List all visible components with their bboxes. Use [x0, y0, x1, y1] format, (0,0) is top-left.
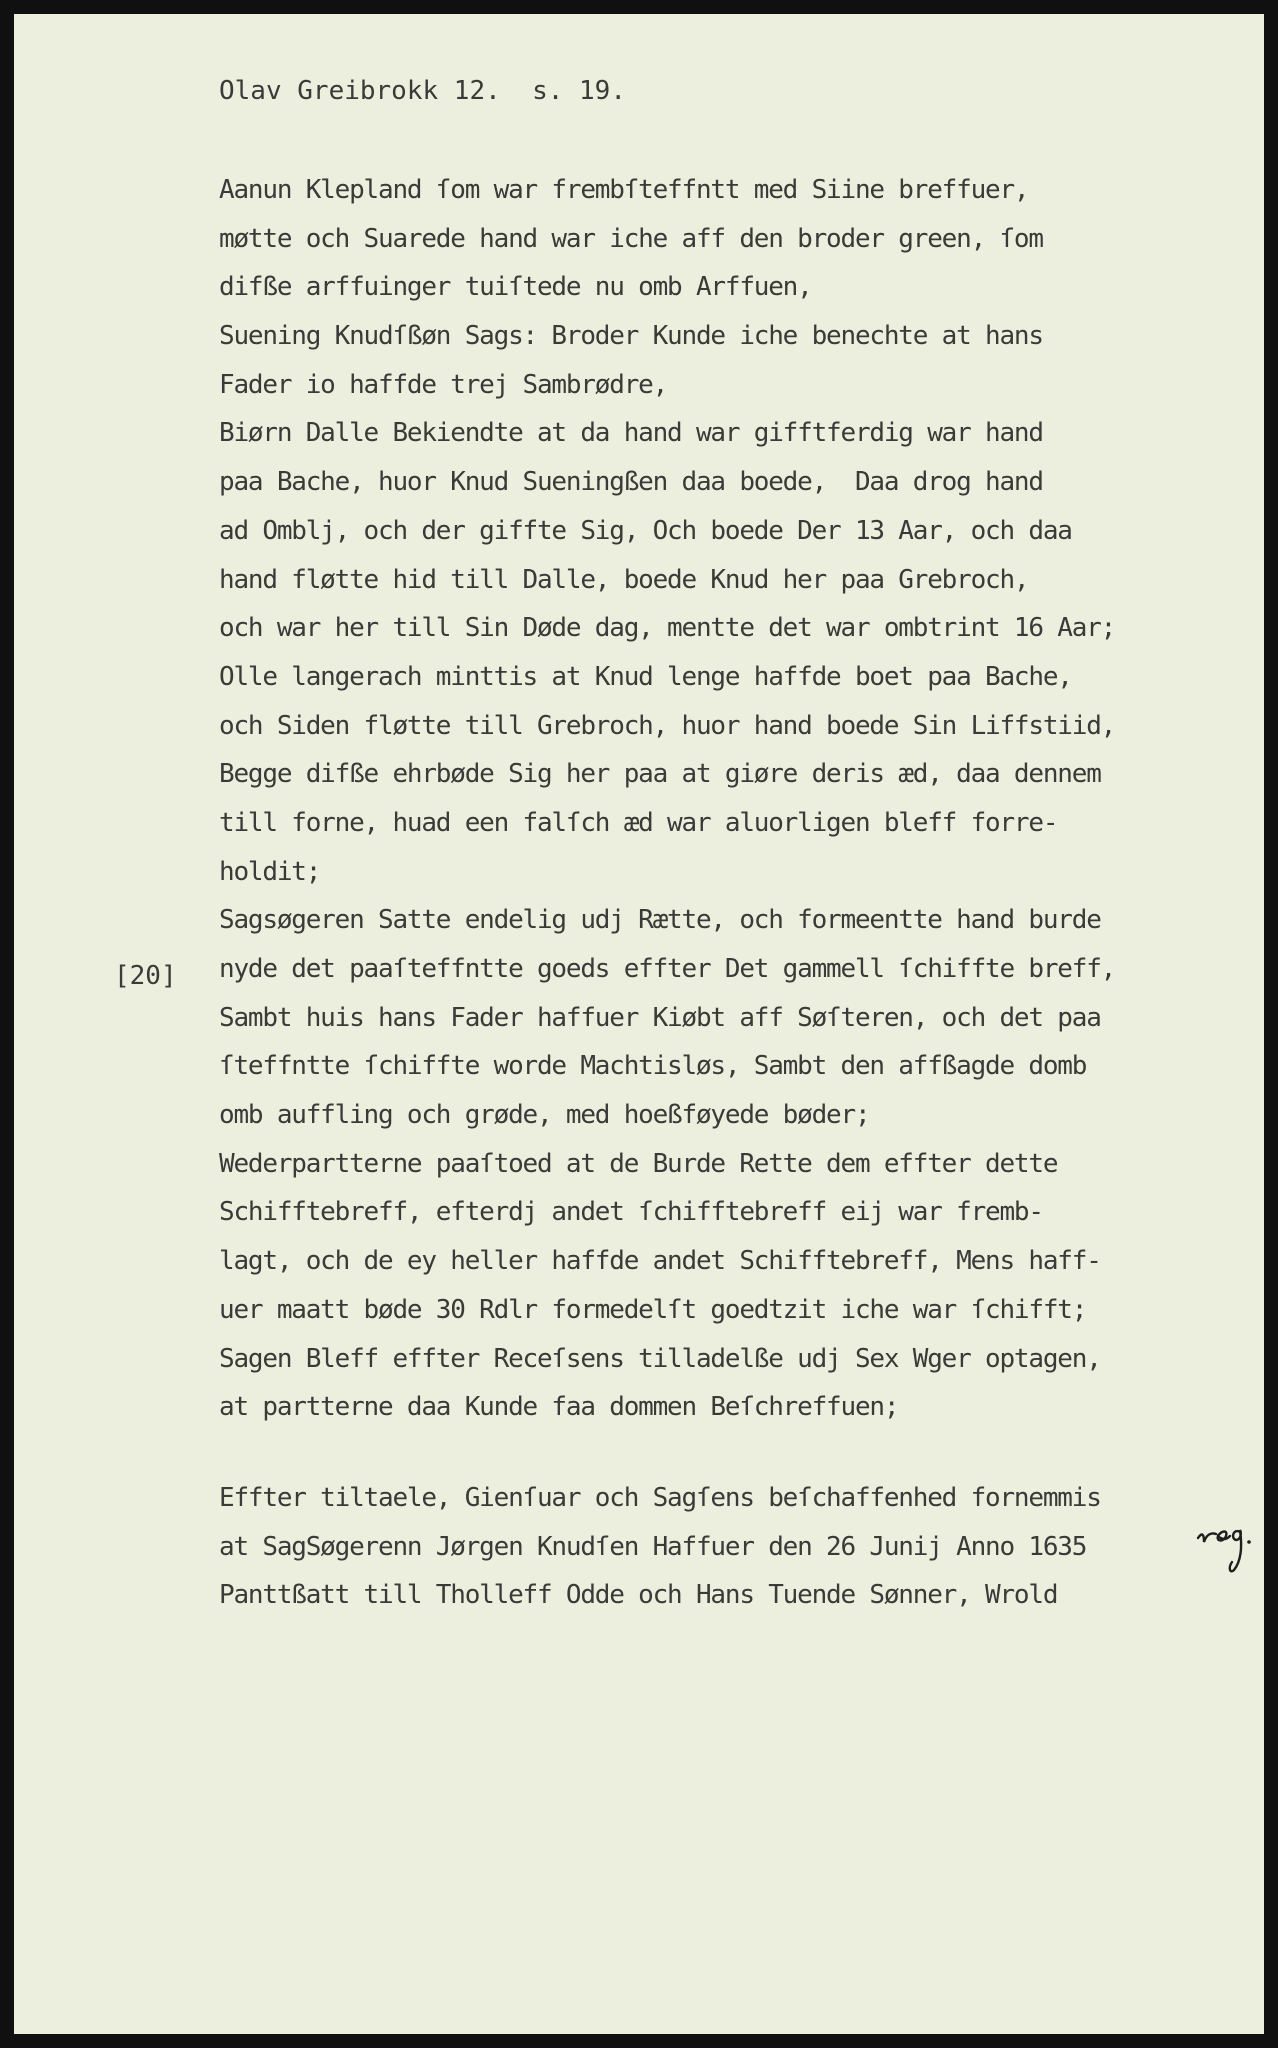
text-line: omb auffling och grøde, med hoeßføyede bøder;	[219, 1100, 870, 1131]
text-line: holdit;	[219, 856, 321, 887]
text-line: Biørn Dalle Bekiendte at da hand war gifftferdig war hand	[219, 418, 1043, 449]
text-line: Fader io haffde trej Sambrødre,	[219, 369, 668, 400]
text-line: ad Omblj, och der giffte Sig, Och boede Der 13 Aar, och daa	[219, 515, 1072, 546]
text-line: paa Bache, huor Knud Sueningßen daa boede, Daa drog hand	[219, 467, 1043, 498]
text-line: møtte och Suarede hand war iche aff den broder green, ſom	[219, 223, 1043, 254]
text-line: ſteffntte ſchiffte worde Machtisløs, Sambt den affßagde domb	[219, 1051, 1087, 1082]
text-line: difße arffuinger tuiſtede nu omb Arffuen,	[219, 272, 812, 303]
text-line: lagt, och de ey heller haffde andet Schifftebreff, Mens haff-	[219, 1246, 1101, 1277]
text-line: och Siden fløtte till Grebroch, huor hand boede Sin Liffstiid,	[219, 710, 1116, 741]
text-line: Wederpartterne paaſtoed at de Burde Rette dem effter dette	[219, 1148, 1058, 1179]
text-line: och war her till Sin Døde dag, mentte det war ombtrint 16 Aar;	[219, 613, 1116, 644]
text-line: Panttßatt till Tholleff Odde och Hans Tuende Sønner, Wrold	[219, 1580, 1058, 1611]
text-line: at partterne daa Kunde faa dommen Beſchreffuen;	[219, 1392, 899, 1423]
text-block-2	[219, 1474, 1101, 1620]
page-header: Olav Greibrokk 12. s. 19.	[219, 76, 626, 106]
text-line: Begge difße ehrbøde Sig her paa at giøre deris æd, daa dennem	[219, 759, 1101, 790]
text-line: Sagen Bleff effter Receſsens tilladelßе udj Sex Wger optagen,	[219, 1343, 1101, 1374]
text-line: Schifftebreff, efterdj andet ſchifftebreff eij war fremb-	[219, 1197, 1043, 1228]
document-page	[14, 14, 1264, 2034]
text-line: Olle langerach minttis at Knud lenge haffde boet paa Bache,	[219, 661, 1072, 692]
text-line: nyde det paaſteffntte goeds effter Det gammell ſchiffte breff,	[219, 954, 1116, 984]
text-line: at SagSøgerenn Jørgen Knudſen Haffuer den 26 Junij Anno 1635	[219, 1531, 1087, 1562]
margin-page-reference: [20]	[114, 961, 177, 991]
text-line: Effter tiltaele, Gienſuar och Sagſens beſchaffenhed fornemmis	[219, 1483, 1101, 1513]
text-line: Aanun Klepland ſom war frembſteffntt med Siine breffuer,	[219, 175, 1029, 205]
text-block-1	[219, 166, 1115, 1432]
text-line: Sambt huis hans Fader haffuer Kiøbt aff Søſteren, och det paa	[219, 1002, 1101, 1033]
text-line: uer maatt bøde 30 Rdlr formedelſt goedtzit iche war ſchifft;	[219, 1294, 1087, 1325]
handwritten-margin-note	[1194, 1514, 1254, 1584]
text-line: Sagsøgeren Satte endelig udj Rætte, och formeentte hand burde	[219, 905, 1101, 936]
text-line: till forne, huad een falſch æd war aluorligen bleff forre-	[219, 807, 1058, 838]
text-line: Suening Knudſßøn Sags: Broder Kunde iche benechte at hans	[219, 321, 1043, 352]
text-line: hand fløtte hid till Dalle, boede Knud her paa Grebroch,	[219, 564, 1029, 595]
